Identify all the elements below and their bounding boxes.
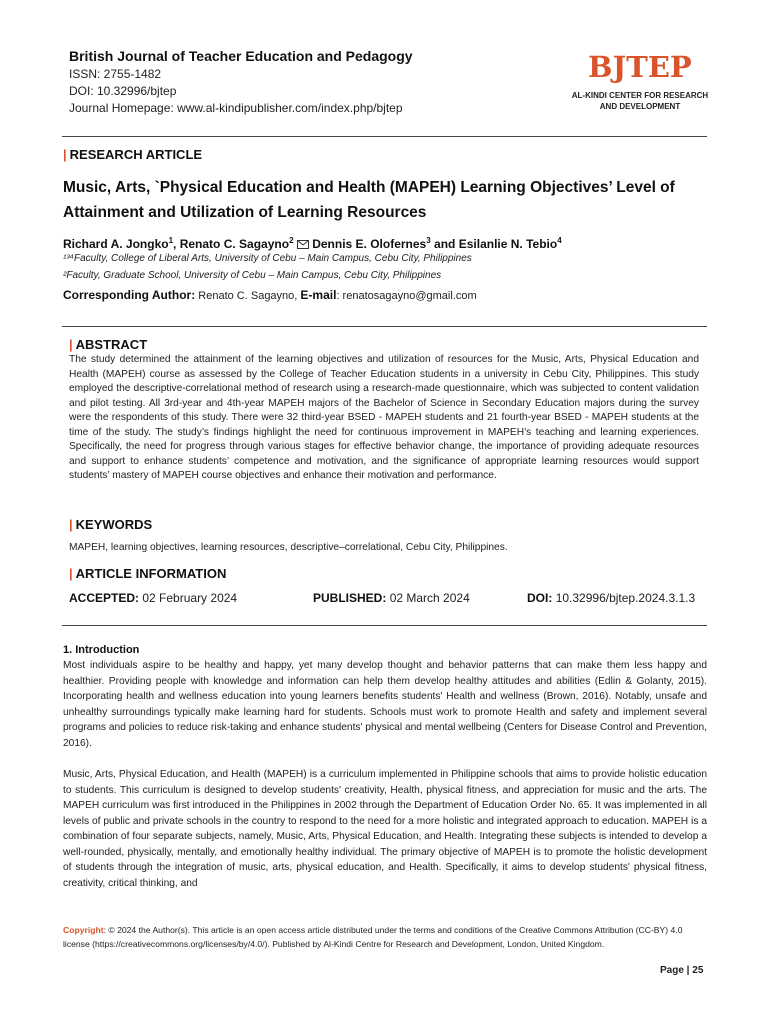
article-type-label: RESEARCH ARTICLE — [69, 147, 203, 162]
info-rule — [62, 625, 707, 626]
author-1: Richard A. Jongko — [63, 237, 169, 251]
corresponding-email[interactable]: : renatosagayno@gmail.com — [336, 290, 477, 302]
article-title-line-2: Attainment and Utilization of Learning Resources — [63, 204, 427, 221]
publisher-name — [555, 90, 725, 112]
article-info-heading — [69, 566, 226, 581]
abstract-heading-label: ABSTRACT — [75, 337, 148, 352]
author-list: Richard A. Jongko$^1$, Renato C. Sagayno$^2$ Dennis E. Olofernes$^3$ and Esilanlie N. Tebio$^4$ — [63, 236, 562, 251]
author-4-sup: 4 — [557, 236, 562, 245]
author-3: Dennis E. Olofernes — [312, 237, 427, 251]
corresponding-name: Renato C. Sagayno, — [198, 290, 298, 302]
intro-paragraph-2: Music, Arts, Physical Education, and Health (MAPEH) is a curriculum implemented in Philippine schools that aims to provide holistic education to students. This curriculum is designed to develop students' creativity, Health, physical fitness, and appreciation for music and the arts. The MAPEH curriculum was first introduced in the Philippines in 2002 through the Department of Education Order No. 65. It was implemented in all levels of public and private schools in the country to respond to the need for a more holistic and integrated approach to education. MAPEH is a combination of four separate subjects, namely, Music, Arts, Physical Education, and Health. Integrating these subjects is intended to develop a well-rounded, physically, mentally, and emotionally healthy individual. The primary objective of MAPEH is to promote the holistic development of students through the integration of music, arts, physical education, and Health. Specifically, it aims to develop students' physical fitness, creativity, critical thinking, and — [63, 769, 707, 889]
corresponding-label: Corresponding Author: — [63, 288, 196, 302]
affiliation-2: ²Faculty, Graduate School, University of Cebu – Main Campus, Cebu City, Philippines — [63, 270, 442, 281]
header-rule — [62, 136, 707, 137]
published-label: PUBLISHED: — [313, 591, 387, 605]
corresponding-author — [63, 288, 477, 302]
published-date — [313, 591, 470, 605]
doi-label: DOI: — [527, 591, 553, 605]
keywords-heading-label: KEYWORDS — [75, 517, 153, 532]
section-bar: | — [69, 566, 73, 581]
article-title-line-1: Music, Arts, `Physical Education and Health (MAPEH) Learning Objectives’ Level of — [63, 179, 675, 196]
author-4: Esilanlie N. Tebio — [458, 237, 558, 251]
article-info-heading-label: ARTICLE INFORMATION — [75, 566, 227, 581]
journal-homepage[interactable]: Journal Homepage: www.al-kindipublisher.com/index.php/bjtep — [69, 101, 403, 115]
section-bar: | — [69, 517, 73, 532]
mail-icon[interactable] — [297, 238, 309, 252]
abstract-text: The study determined the attainment of the learning objectives and utilization of resources for the Music, Arts, Physical Education and Health (MAPEH) course as assessed by the College of Teacher Education students in a university in Cebu City, Philippines. This study employed the descriptive-correlational method of research using a research-made questionnaire, which was subjected to content validation and pilot testing. All 3rd-year and 4th-year MAPEH majors of the Bachelor of Science in Secondary Education majors during the survey were the respondents of this study. There were 32 third-year BSED - MAPEH students and 21 fourth-year BSED - MAPEH students at the time of the study. The study’s findings highlight the need for continuous improvement in MAPEH’s teaching and learning experiences. Specifically, the need for progress through various stages for effective behavior change, the importance of providing adequate resources and support to enhance students’ competence and motivation, and the significance of appropriate learning resources would support students’ mastery of MAPEH course objectives and enhance their motivation and performance. — [69, 354, 699, 481]
author-3-sup: 3 — [426, 236, 431, 245]
bjtep-logo: BJTEP — [588, 50, 692, 84]
copyright-text: : © 2024 the Author(s). This article is an open access article distributed under the terms and conditions of the Creative Commons Attribution (CC-BY) 4.0 license (https://creativecommons.org/licenses/by/4.0/). Published by Al-Kindi Centre for Research and Development, London, United Kingdom. — [63, 925, 683, 949]
intro-paragraph-1: Most individuals aspire to be healthy and happy, yet many develop thought and behavior patterns that can make them less happy and healthier. Providing people with knowledge and information can help them develop healthy attitudes and abilities (Edlin & Golanty, 2015). Incorporating health and wellness education into young learners benefits students' Health and wellness (Brown, 2016). Notably, unsafe and unhealthy surroundings typically make learning hard for students. Schools must work to promote Health and safety and implement several programs and policies to reduce risk-taking and enhance students' physical and mental wellbeing (Centers for Disease Control and Prevention, 2016). — [63, 660, 707, 749]
accepted-label: ACCEPTED: — [69, 591, 140, 605]
affiliation-1: ¹³⁴Faculty, College of Liberal Arts, University of Cebu – Main Campus, Cebu City, Philippines — [63, 253, 472, 264]
article-doi — [527, 591, 695, 605]
abstract-heading — [69, 337, 147, 352]
journal-doi: DOI: 10.32996/bjtep — [69, 84, 177, 98]
journal-title: British Journal of Teacher Education and Pedagogy — [69, 48, 413, 64]
published-value: 02 March 2024 — [389, 591, 470, 605]
article-title — [63, 175, 713, 225]
page-number: Page | 25 — [660, 965, 704, 976]
abstract-rule — [62, 326, 707, 327]
keywords-heading — [69, 517, 152, 532]
journal-issn: ISSN: 2755-1482 — [69, 67, 162, 81]
doi-value[interactable]: 10.32996/bjtep.2024.3.1.3 — [555, 591, 696, 605]
email-label: E-mail — [300, 288, 337, 302]
intro-heading: 1. Introduction — [63, 644, 140, 656]
publisher-line-1: AL-KINDI CENTER FOR RESEARCH — [571, 91, 709, 100]
author-1-sup: 1 — [168, 236, 174, 245]
accepted-value: 02 February 2024 — [142, 591, 238, 605]
keywords-text: MAPEH, learning objectives, learning resources, descriptive–correlational, Cebu City, Philippines. — [69, 542, 508, 553]
accepted-date — [69, 591, 237, 605]
author-conjunction: and — [434, 237, 456, 251]
section-bar: | — [69, 337, 73, 352]
author-2: Renato C. Sagayno — [179, 237, 290, 251]
section-bar: | — [63, 147, 67, 162]
copyright-label: Copyright — [63, 925, 104, 935]
publisher-line-2: AND DEVELOPMENT — [599, 102, 681, 111]
copyright-notice — [63, 923, 703, 951]
author-2-sup: 2 — [289, 236, 294, 245]
article-type — [63, 147, 202, 162]
